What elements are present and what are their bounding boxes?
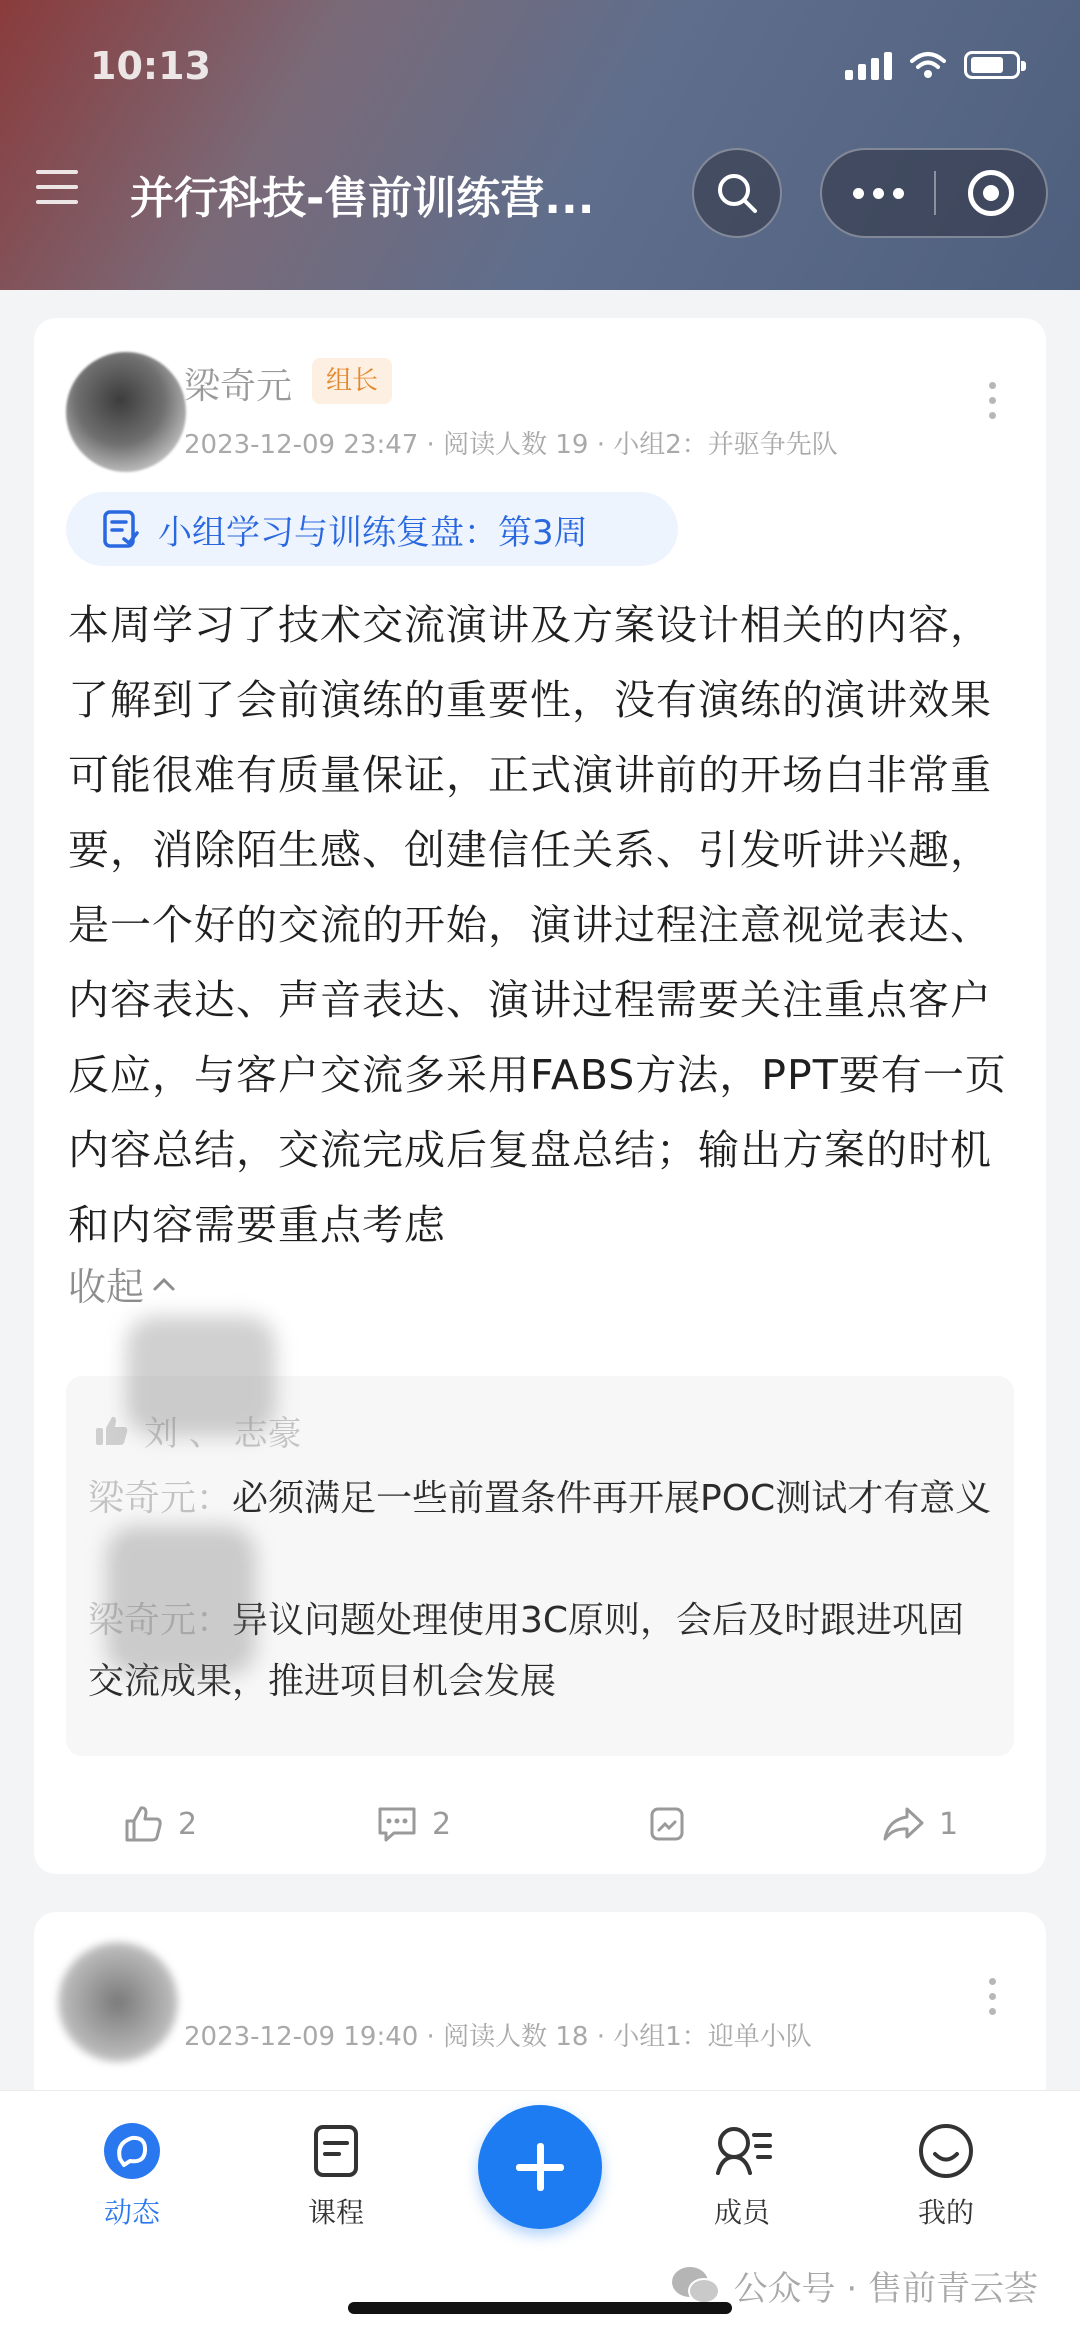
- avatar[interactable]: [58, 1942, 178, 2062]
- like-button[interactable]: [34, 1784, 287, 1864]
- tab-feed[interactable]: [72, 2121, 192, 2231]
- tab-members[interactable]: [682, 2121, 802, 2231]
- post-card: [34, 1912, 1046, 2112]
- comment-text: 必须满足一些前置条件再开展POC测试才有意义: [232, 1478, 992, 1519]
- wechat-icon: [670, 2264, 722, 2308]
- post-more-icon[interactable]: [989, 382, 996, 419]
- like-count: 2: [177, 1806, 198, 1842]
- comment-author: 梁奇元：: [88, 1600, 233, 1641]
- post-meta: 2023-12-09 19:40 · 阅读人数 18 · 小组1：迎单小队: [184, 2022, 812, 2052]
- bottom-tab-bar: [0, 2090, 1080, 2337]
- page-title: 并行科技-售前训练营...: [130, 173, 595, 224]
- status-icons: [845, 50, 1020, 80]
- poster-button[interactable]: [540, 1784, 793, 1864]
- likes-names: 刘 、 志豪: [144, 1414, 302, 1454]
- topic-tag[interactable]: [66, 492, 678, 566]
- tab-courses[interactable]: [276, 2121, 396, 2231]
- header: [0, 0, 1080, 290]
- post-more-icon[interactable]: [989, 1978, 996, 2015]
- smile-icon: [916, 2121, 976, 2181]
- close-miniprogram-button[interactable]: [936, 170, 1046, 216]
- thumbs-up-icon: [124, 1805, 164, 1843]
- comment-author: 梁奇元：: [88, 1478, 233, 1519]
- wifi-icon: [910, 51, 946, 79]
- comment-count: 2: [431, 1806, 452, 1842]
- tab-me[interactable]: [886, 2121, 1006, 2231]
- status-time: 10:13: [90, 44, 211, 88]
- tab-label: 成员: [713, 2196, 770, 2229]
- comment-button[interactable]: [287, 1784, 540, 1864]
- topic-tag-label: 小组学习与训练复盘：第3周: [158, 512, 588, 553]
- battery-icon: [964, 51, 1020, 79]
- post-card: [34, 318, 1046, 1874]
- search-button[interactable]: [692, 148, 782, 238]
- share-count: 1: [938, 1806, 959, 1842]
- home-indicator: [348, 2302, 732, 2314]
- post-actions: [34, 1784, 1046, 1864]
- post-body: 本周学习了技术交流演讲及方案设计相关的内容，了解到了会前演练的重要性，没有演练的演讲效果可能很难有质量保证，正式演讲前的开场白非常重要，消除陌生感、创建信任关系、引发听讲兴趣，是一个好的交流的开始，演讲过程注意视觉表达、内容表达、声音表达、演讲过程需要关注重点客户反应，与客户交流多采用FABS方法，PPT要有一页内容总结，交流完成后复盘总结；输出方案的时机和内容需要重点考虑: [68, 601, 1007, 1249]
- create-post-button[interactable]: [478, 2105, 602, 2229]
- menu-icon[interactable]: [36, 170, 78, 204]
- like-icon: [94, 1414, 130, 1448]
- comment-text: 异议问题处理使用3C原则，会后及时跟进巩固交流成果，推进项目机会发展: [88, 1600, 965, 1702]
- search-icon: [715, 171, 759, 215]
- tab-label: 动态: [103, 2196, 160, 2229]
- status-bar: [0, 0, 1080, 130]
- share-icon: [881, 1805, 925, 1843]
- watermark-text: 公众号 · 售前青云荟: [733, 2269, 1038, 2309]
- course-icon: [306, 2121, 366, 2181]
- role-badge: 组长: [312, 358, 392, 404]
- miniprogram-capsule: [820, 148, 1048, 238]
- avatar[interactable]: [66, 352, 186, 472]
- chevron-up-icon: [150, 1274, 178, 1294]
- comment-icon: [376, 1805, 418, 1843]
- signal-icon: [845, 50, 892, 80]
- comment-item[interactable]: [88, 1468, 998, 1529]
- target-icon: [968, 170, 1014, 216]
- redaction-blur: [106, 1526, 256, 1676]
- tab-label: 我的: [917, 2196, 974, 2229]
- poster-icon: [648, 1805, 686, 1843]
- post-meta: 2023-12-09 23:47 · 阅读人数 19 · 小组2：并驱争先队: [184, 430, 838, 460]
- feed-icon: [102, 2121, 162, 2181]
- collapse-button[interactable]: [68, 1256, 178, 1311]
- document-icon: [102, 509, 140, 549]
- tab-label: 课程: [307, 2196, 364, 2229]
- nav-bar: [0, 140, 1080, 240]
- share-button[interactable]: [793, 1784, 1046, 1864]
- members-icon: [710, 2121, 774, 2181]
- redaction-blur: [126, 1316, 276, 1436]
- author-name[interactable]: 梁奇元: [184, 366, 293, 407]
- comment-panel: [66, 1376, 1014, 1756]
- collapse-label: 收起: [68, 1265, 145, 1309]
- more-options-icon[interactable]: [822, 188, 934, 199]
